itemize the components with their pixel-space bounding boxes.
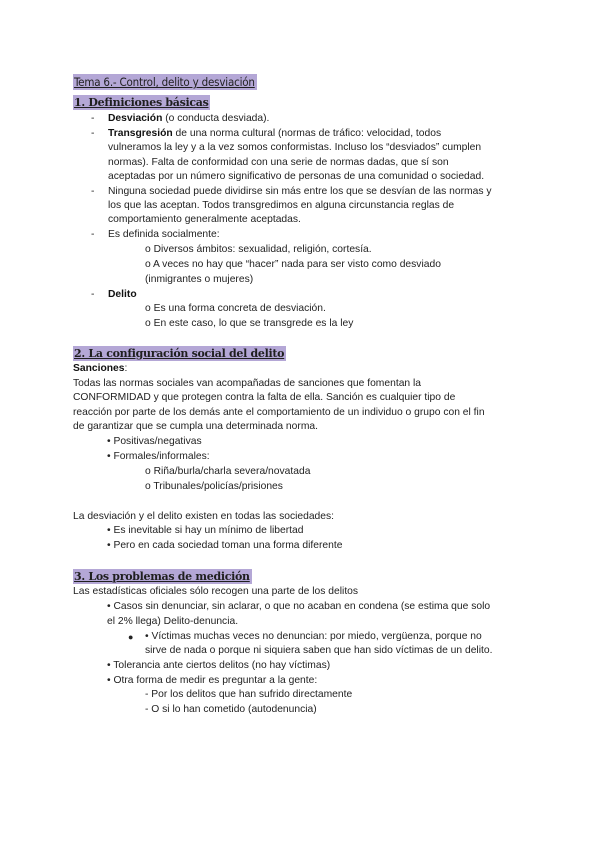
document-title: Tema 6.- Control, delito y desviación xyxy=(74,75,255,89)
sanciones-para-line-3: reacción por parte de los demás ante el comportamiento de un individuo o grupo con el fin xyxy=(73,407,485,418)
victimas-line-2: sirve de nada o porque ni siquiera saben que han sido víctimas de un delito. xyxy=(145,645,493,656)
sanciones-para-line-4: de garantizar que se cumpla una determinada norma. xyxy=(73,421,318,432)
transgresion-line-4: aceptadas por un número significativo de personas de una comunidad o sociedad. xyxy=(108,171,485,182)
sanciones-label xyxy=(73,362,127,377)
sanciones-para-line-2: CONFORMIDAD y que protegen contra la falta de ella. Sanción es cualquier tipo de xyxy=(73,392,456,403)
transgresion-line-2: vulneramos la ley y a la vez somos conformistas. Incluso los “desviados” cumplen xyxy=(108,142,482,153)
desviacion-text: (o conducta desviada). xyxy=(162,113,270,124)
delito-sub-2: o En este caso, lo que se transgrede es la ley xyxy=(145,318,354,329)
section-3-heading: 3. Los problemas de medición xyxy=(74,570,250,583)
bullet-dash: - xyxy=(91,128,95,139)
bullet-dot-icon: ● xyxy=(128,632,134,642)
sanciones-para-line-1: Todas las normas sociales van acompañadas de sanciones que fomentan la xyxy=(73,378,422,389)
delito-item xyxy=(108,288,137,303)
casos-line-1: • Casos sin denunciar, sin aclarar, o que no acaban en condena (se estima que solo xyxy=(107,601,491,612)
transgresion-term: Transgresión xyxy=(108,128,173,139)
bullet-dash: - xyxy=(91,289,95,300)
ninguna-line-3: comportamiento generalmente aceptadas. xyxy=(108,214,301,225)
desviacion-term: Desviación xyxy=(108,113,163,124)
informal-examples: o Riña/burla/charla severa/novatada xyxy=(145,466,311,477)
otra-forma-sub-1: - Por los delitos que han sufrido directamente xyxy=(145,689,353,700)
definida-line: Es definida socialmente: xyxy=(108,229,220,240)
casos-line-2: el 2% llega) Delito-denuncia. xyxy=(107,616,239,627)
bullet-dash: - xyxy=(91,186,95,197)
definida-sub-2-line-2: (inmigrantes o mujeres) xyxy=(145,274,254,285)
transgresion-text: de una norma cultural (normas de tráfico: velocidad, todos xyxy=(172,128,442,139)
bullet-dash: - xyxy=(91,229,95,240)
ninguna-line-2: los que las aceptan. Todos transgredimos en alguna circunstancia reglas de xyxy=(108,200,455,211)
estadisticas-intro: Las estadísticas oficiales sólo recogen una parte de los delitos xyxy=(73,586,359,597)
ninguna-line-1: Ninguna sociedad puede dividirse sin más entre los que se desvían de las normas y xyxy=(108,186,492,197)
definida-sub-2-line-1: o A veces no hay que “hacer” nada para ser visto como desviado xyxy=(145,259,441,270)
sanciones-term: Sanciones xyxy=(73,363,125,374)
otra-forma-bullet: • Otra forma de medir es preguntar a la gente: xyxy=(107,675,318,686)
sancion-type-bullet: • Positivas/negativas xyxy=(107,436,202,447)
desviacion-delito-para: La desviación y el delito existen en todas las sociedades: xyxy=(73,511,335,522)
tolerancia-bullet: • Tolerancia ante ciertos delitos (no hay víctimas) xyxy=(107,660,331,671)
society-bullet: • Pero en cada sociedad toman una forma diferente xyxy=(107,540,343,551)
transgresion-line-1 xyxy=(108,127,441,142)
section-2-heading: 2. La configuración social del delito xyxy=(74,347,285,360)
sanciones-colon: : xyxy=(124,363,128,374)
desviacion-item xyxy=(108,112,269,127)
definida-sub-1: o Diversos ámbitos: sexualidad, religión, cortesía. xyxy=(145,244,372,255)
transgresion-line-3: normas). Falta de conformidad con una serie de normas dadas, que sí son xyxy=(108,157,449,168)
society-bullet: • Es inevitable si hay un mínimo de libertad xyxy=(107,525,304,536)
formal-examples: o Tribunales/policías/prisiones xyxy=(145,481,283,492)
bullet-dash: - xyxy=(91,113,95,124)
delito-term: Delito xyxy=(108,289,137,300)
otra-forma-sub-2: - O si lo han cometido (autodenuncia) xyxy=(145,704,317,715)
delito-sub-1: o Es una forma concreta de desviación. xyxy=(145,303,326,314)
victimas-line-1: • Víctimas muchas veces no denuncian: por miedo, vergüenza, porque no xyxy=(145,631,482,642)
sancion-type-bullet: • Formales/informales: xyxy=(107,451,210,462)
section-1-heading: 1. Definiciones básicas xyxy=(74,96,209,109)
